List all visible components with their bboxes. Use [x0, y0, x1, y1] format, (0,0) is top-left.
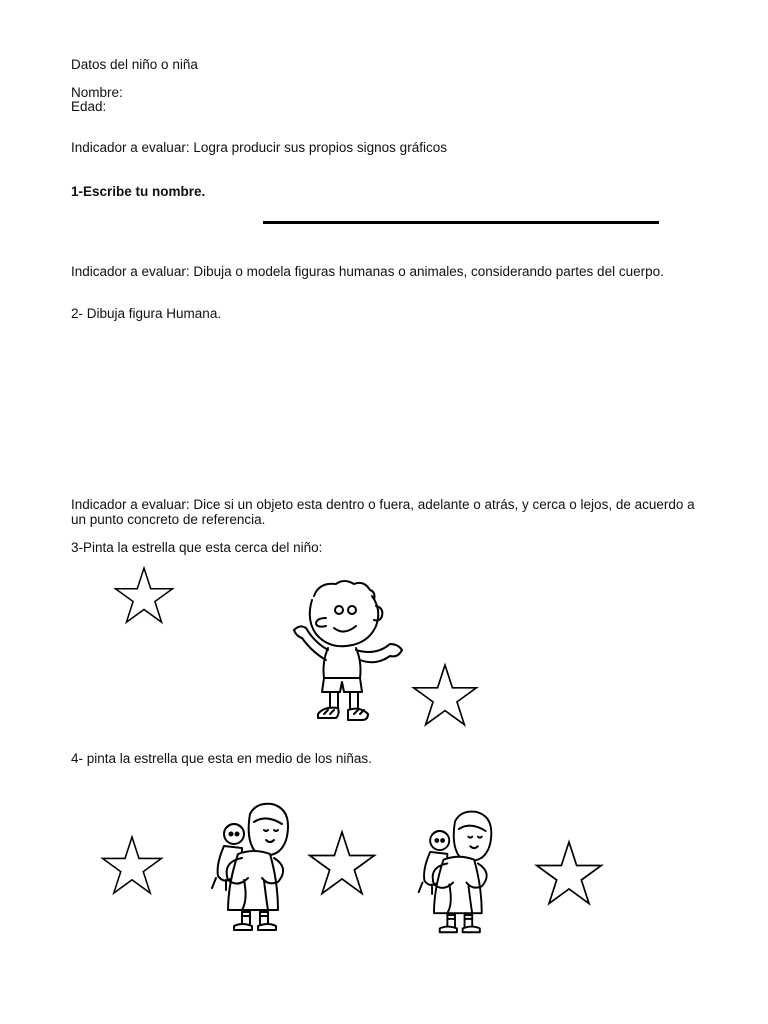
star-near-icon[interactable]: [409, 670, 481, 722]
star-left-icon[interactable]: [100, 838, 164, 892]
age-label: Edad:: [71, 99, 107, 114]
task-3: 3-Pinta la estrella que esta cerca del niño:: [71, 540, 323, 555]
girl-illustration-2: [410, 808, 500, 938]
task-4: 4- pinta la estrella que esta en medio de los niñas.: [71, 751, 372, 766]
task-2: 2- Dibuja figura Humana.: [71, 306, 222, 321]
star-far-icon[interactable]: [112, 570, 176, 622]
indicator-3: Indicador a evaluar: Dice si un objeto esta dentro o fuera, adelante o atrás, y cerca o lejos, de acuerdo a un punto concreto de referencia.: [71, 497, 695, 527]
indicator-1: Indicador a evaluar: Logra producir sus propios signos gráficos: [71, 140, 447, 155]
name-writing-line[interactable]: [263, 221, 659, 224]
girl-illustration-1: [204, 800, 296, 936]
boy-illustration: [284, 578, 414, 726]
name-label: Nombre:: [71, 85, 123, 100]
drawing-area[interactable]: [71, 330, 691, 480]
star-middle-icon[interactable]: [306, 836, 378, 892]
indicator-2: Indicador a evaluar: Dibuja o modela figuras humanas o animales, considerando partes del cuerpo.: [71, 264, 664, 279]
star-right-icon[interactable]: [533, 846, 605, 900]
task-1: 1-Escribe tu nombre.: [71, 184, 206, 199]
form-title: Datos del niño o niña: [71, 57, 198, 72]
